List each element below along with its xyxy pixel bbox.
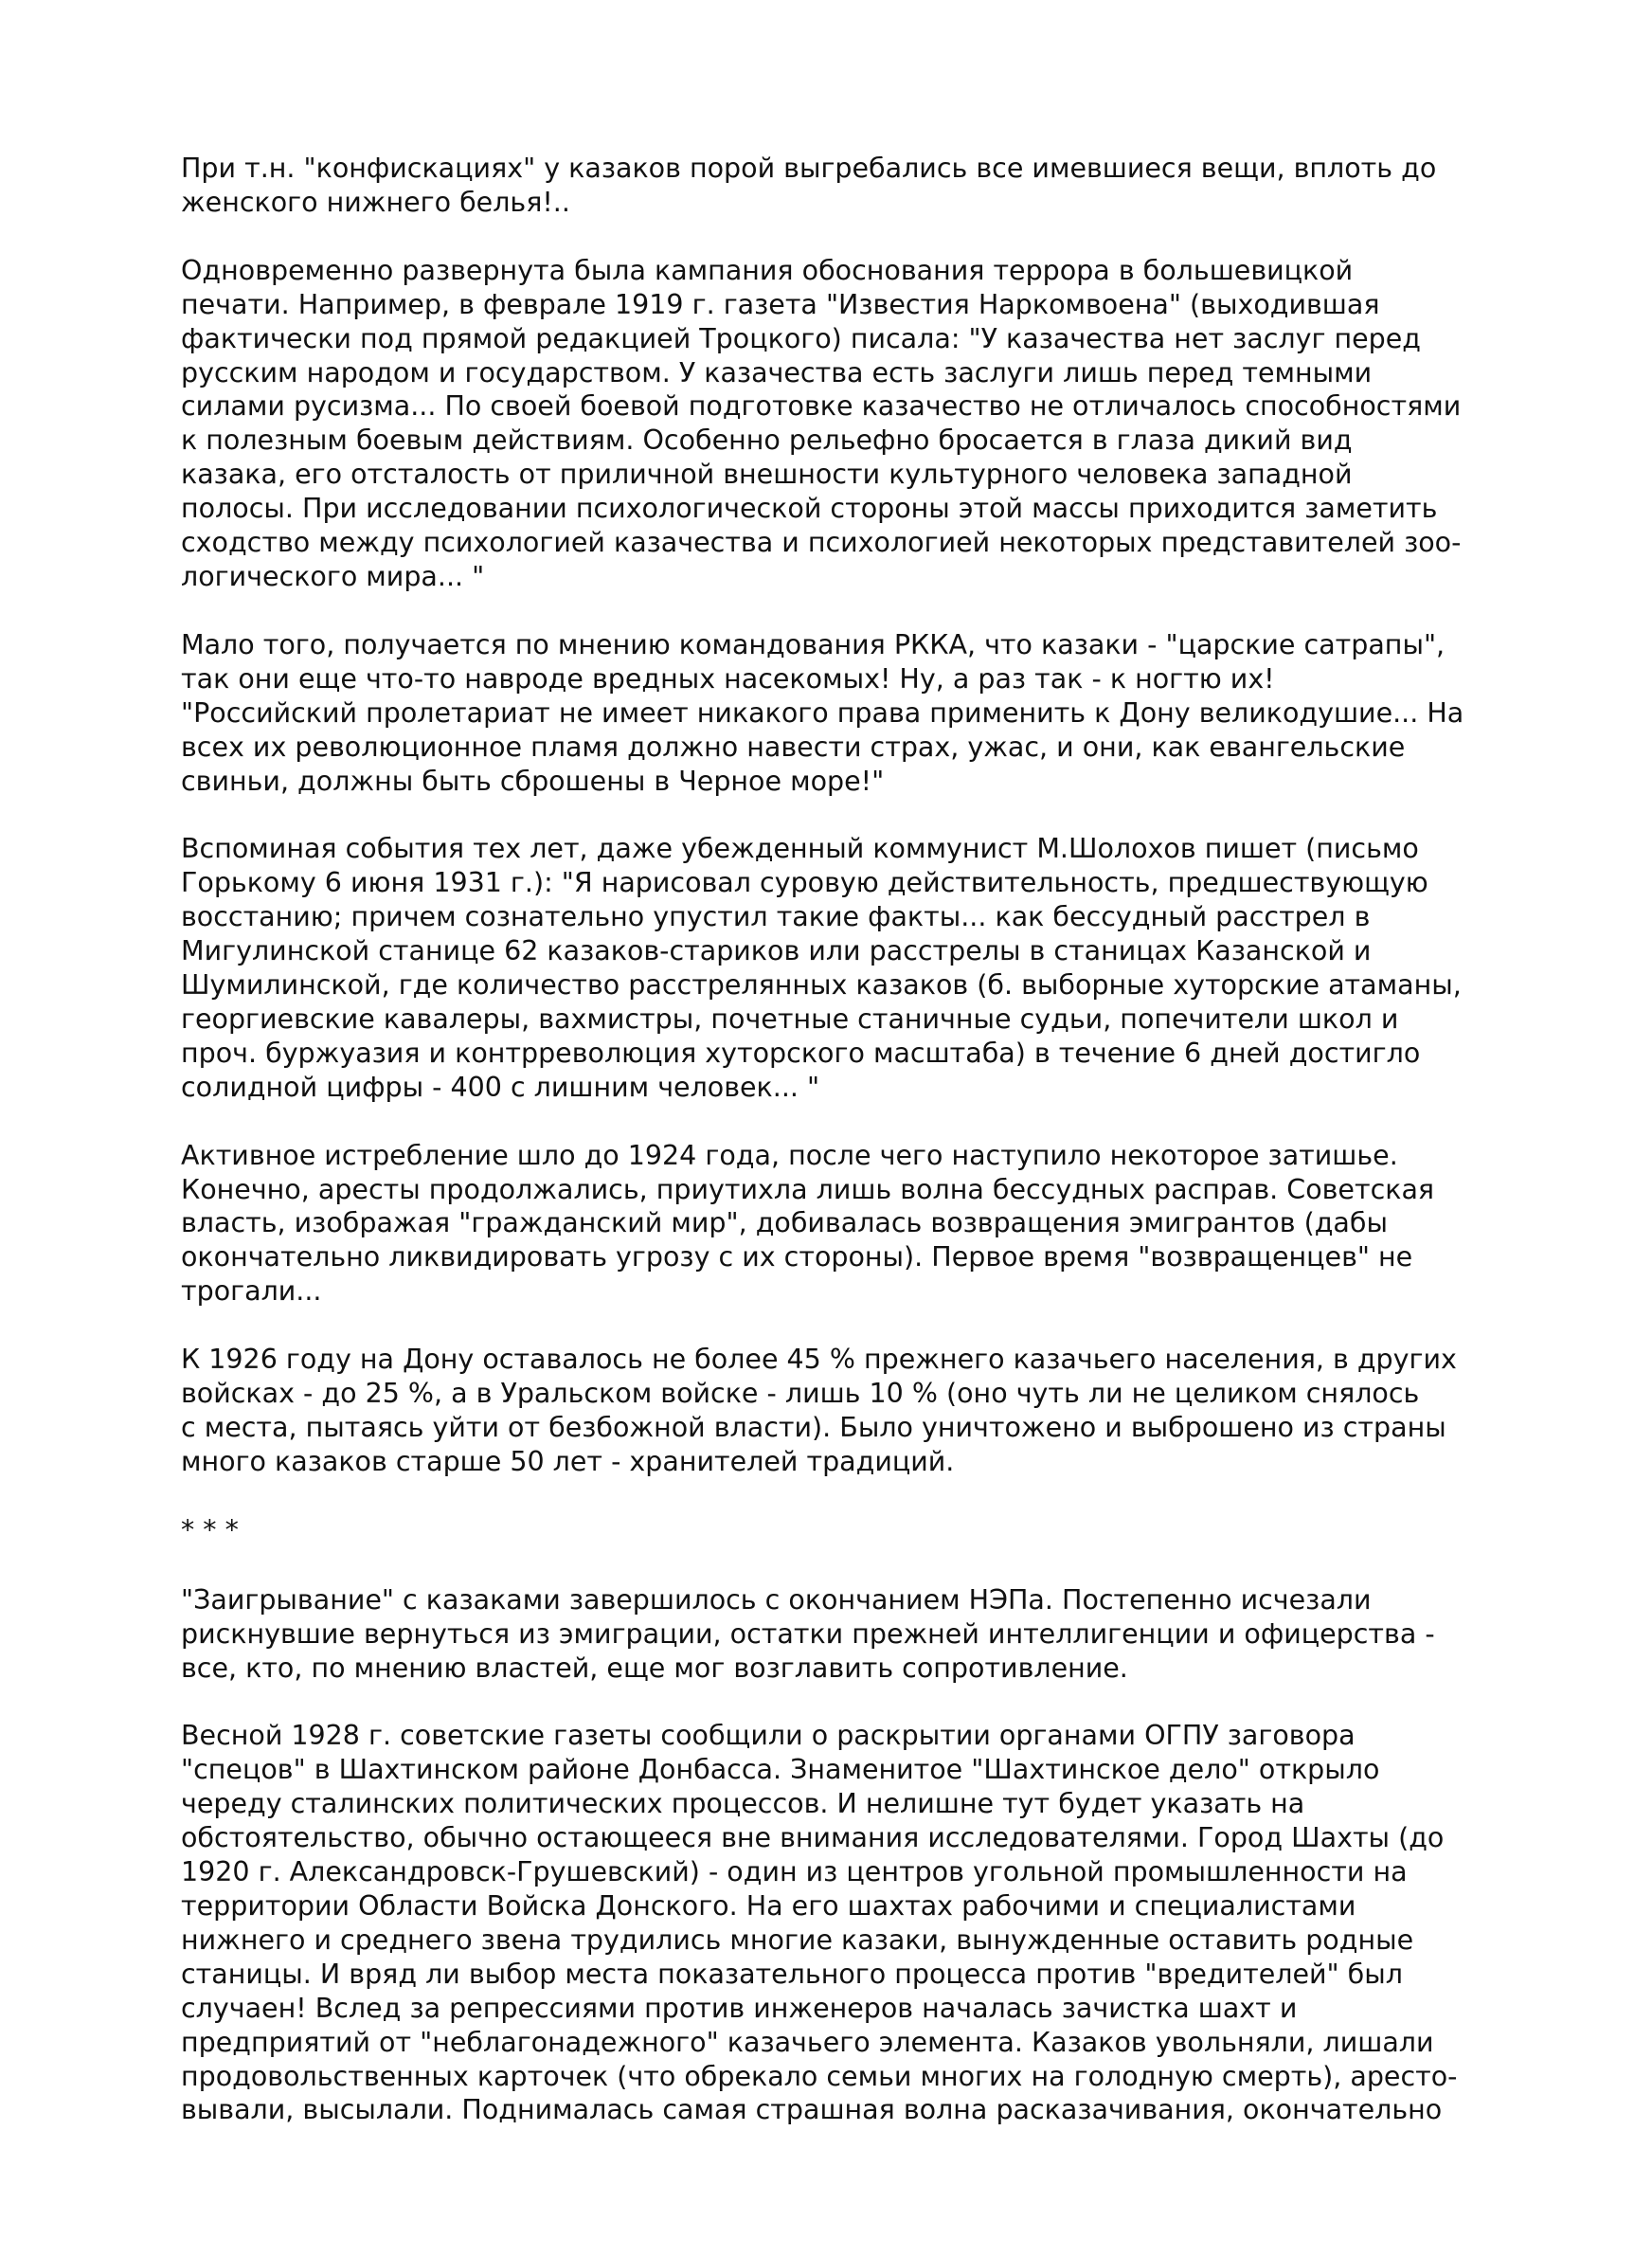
paragraph-shakhty-case: Весной 1928 г. советские газеты сообщили о раскрытии органами ОГПУ заговора "спецов" в Шахтинском районе Донбасса. Знаменитое "Шахтинское дело" открыло череду сталинских политических процессов. И нелишне тут будет указать на обстоятельство, обычно остающееся вне внимания исследователями. Город Шахты (до 1920 г. Александровск-Грушевский) - один из центров угольной промышленности на территории Области Войска Донского. На его шахтах рабочими и специалистами нижнего и среднего звена трудились многие казаки, вынужденные оставить родные станицы. И вряд ли выбор места показательного процесса против "вредителей" был случаен! Вслед за репрессиями против инженеров началась зачистка шахт и предприятий от "неблагонадежного" казачьего элемента. Казаков увольняли, лишали продовольственных карточек (что обрекало семьи многих на голодную смерть), аресто- вывали, высылали. Поднималась самая страшная волна расказачивания, окончательно bbox=[181, 1720, 1458, 2126]
section-separator: * * * bbox=[181, 1513, 239, 1545]
paragraph-nep-end: "Заигрывание" с казаками завершилось с окончанием НЭПа. Постепенно исчезали рискнувшие вернуться из эмиграции, остатки прежней интеллигенции и офицерства - все, кто, по мнению властей, еще мог возглавить сопротивление. bbox=[181, 1583, 1435, 1684]
paragraph-extermination-1924: Активное истребление шло до 1924 года, после чего наступило некоторое затишье. Конечно, аресты продолжались, приутихла лишь волна бессудных расправ. Советская власть, изображая "гражданский мир", добивалась возвращения эмигрантов (дабы окончательно ликвидировать угрозу с их стороны). Первое время "возвращенцев" не трогали... bbox=[181, 1139, 1435, 1308]
paragraph-rkka-command: Мало того, получается по мнению командования РККА, что казаки - "царские сатрапы", так они еще что-то навроде вредных насекомых! Ну, а раз так - к ногтю их! "Российский пролетариат не имеет никакого права применить к Дону великодушие... На всех их революционное пламя должно навести страх, ужас, и они, как евангельские свиньи, должны быть сброшены в Черное море!" bbox=[181, 628, 1464, 797]
paragraph-confiscations: При т.н. "конфискациях" у казаков порой выгребались все имевшиеся вещи, вплоть до женского нижнего белья!.. bbox=[181, 153, 1437, 218]
document-body bbox=[181, 152, 1498, 2161]
paragraph-sholokhov-letter: Вспоминая события тех лет, даже убежденный коммунист М.Шолохов пишет (письмо Горькому 6 июня 1931 г.): "Я нарисовал суровую действительность, предшествующую восстанию; причем сознательно упустил такие факты... как бессудный расстрел в Мигулинской станице 62 казаков-стариков или расстрелы в станицах Казанской и Шумилинской, где количество расстрелянных казаков (б. выборные хуторские атаманы, георгиевские кавалеры, вахмистры, почетные станичные судьи, попечители школ и проч. буржуазия и контрреволюция хуторского масштаба) в течение 6 дней достигло солидной цифры - 400 с лишним человек... " bbox=[181, 833, 1462, 1103]
paragraph-press-campaign: Одновременно развернута была кампания обоснования террора в большевицкой печати. Например, в феврале 1919 г. газета "Известия Наркомвоена" (выходившая фактически под прямой редакцией Троцкого) писала: "У казачества нет заслуг перед русским народом и государством. У казачества есть заслуги лишь перед темными силами русизма... По своей боевой подготовке казачество не отличалось способностями к полезным боевым действиям. Особенно рельефно бросается в глаза дикий вид казака, его отсталость от приличной внешности культурного человека западной полосы. При исследовании психологической стороны этой массы приходится заметить сходство между психологией казачества и психологией некоторых представителей зоо- логического мира... " bbox=[181, 254, 1462, 592]
paragraph-population-1926: К 1926 году на Дону оставалось не более 45 % прежнего казачьего населения, в других войсках - до 25 %, а в Уральском войске - лишь 10 % (оно чуть ли не целиком снялось с места, пытаясь уйти от безбожной власти). Было уничтожено и выброшено из страны много казаков старше 50 лет - хранителей традиций. bbox=[181, 1344, 1457, 1477]
